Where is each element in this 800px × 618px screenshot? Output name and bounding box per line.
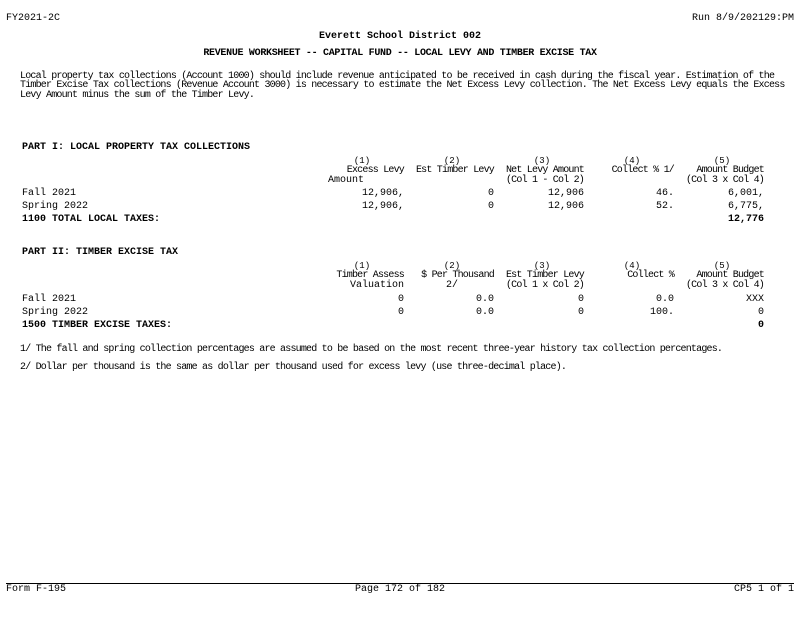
- p2-total-label: 1500 TIMBER EXCISE TAXES:: [22, 320, 173, 331]
- p1-colhead-5: Amount Budget: [696, 165, 764, 176]
- p2-colhead2-3: (Col 1 x Col 2): [505, 280, 584, 291]
- p1-colhead2-1: Amount: [327, 175, 364, 186]
- p2-colhead-4: Collect %: [627, 270, 674, 281]
- page-title: REVENUE WORKSHEET -- CAPITAL FUND -- LOCAL LEVY AND TIMBER EXCISE TAX: [203, 48, 597, 59]
- part-2-title: PART II: TIMBER EXCISE TAX: [22, 247, 179, 258]
- p1-row-excess-levy: 12,906,: [361, 188, 404, 199]
- intro-line-2: Timber Excise Tax collections (Revenue Account 3000) is necessary to estimate the Net Excess Levy collection. The Net Excess Levy equals the Excess: [20, 80, 785, 91]
- p1-row-amount-budget: 6,775,: [727, 201, 764, 212]
- page-number: Page 172 of 182: [354, 584, 445, 595]
- p1-colhead-1: Excess Levy: [346, 165, 404, 176]
- district-name: Everett School District 002: [318, 31, 482, 42]
- p2-colnum-2: (2): [443, 261, 461, 271]
- p2-total-value: 0: [757, 320, 764, 331]
- p2-row-label: Spring 2022: [22, 307, 89, 318]
- intro-line-1: Local property tax collections (Account 1000) should include revenue anticipated to be received in cash during the fiscal year. Estimation of the: [20, 71, 775, 82]
- p1-colhead2-5: (Col 3 x Col 4): [685, 175, 764, 186]
- p2-colhead-2: $ Per Thousand: [421, 270, 494, 281]
- p1-colhead-4: Collect % 1/: [611, 165, 674, 176]
- p2-colhead2-2: 2/: [445, 280, 458, 291]
- form-code: CP5 1 of 1: [733, 584, 794, 595]
- p2-colhead-5: Amount Budget: [696, 270, 764, 281]
- p1-total-label: 1100 TOTAL LOCAL TAXES:: [22, 214, 161, 225]
- p1-colnum-1: (1): [353, 156, 371, 166]
- p2-colnum-1: (1): [353, 261, 371, 271]
- p2-colnum-4: (4): [623, 261, 641, 271]
- p1-colhead2-3: (Col 1 - Col 2): [505, 175, 584, 186]
- p2-row-valuation: 0: [397, 307, 404, 318]
- p1-row-collect-pct: 52.: [655, 201, 674, 212]
- p2-colhead-3: Est Timber Levy: [505, 270, 584, 281]
- intro-line-3: Levy Amount minus the sum of the Timber Levy.: [20, 90, 255, 101]
- p2-row-per-thousand: 0.0: [475, 294, 494, 305]
- p2-row-label: Fall 2021: [22, 294, 77, 305]
- p1-row-net-levy: 12,906: [547, 201, 584, 212]
- p2-colnum-5: (5): [713, 261, 731, 271]
- run-date-label: Run 8/9/202129:PM: [691, 13, 794, 24]
- part-1-title: PART I: LOCAL PROPERTY TAX COLLECTIONS: [22, 142, 251, 153]
- p1-row-timber-levy: 0: [487, 188, 494, 199]
- p1-row-timber-levy: 0: [487, 201, 494, 212]
- p2-colhead2-1: Valuation: [349, 280, 404, 291]
- p2-row-timber-levy: 0: [577, 307, 584, 318]
- p1-colhead-3: Net Levy Amount: [505, 165, 584, 176]
- p1-row-collect-pct: 46.: [655, 188, 674, 199]
- p2-row-valuation: 0: [397, 294, 404, 305]
- footnote-1: 1/ The fall and spring collection percentages are assumed to be based on the most recent three-year history tax collection percentages.: [20, 344, 723, 355]
- p2-row-amount-budget: 0: [757, 307, 764, 318]
- form-number: Form F-195: [6, 584, 67, 595]
- footnote-2: 2/ Dollar per thousand is the same as dollar per thousand used for excess levy (use three-decimal place).: [20, 362, 567, 373]
- p1-colnum-4: (4): [623, 156, 641, 166]
- p1-row-label: Fall 2021: [22, 188, 77, 199]
- p2-colhead-1: Timber Assess: [336, 270, 404, 281]
- p1-row-amount-budget: 6,001,: [727, 188, 764, 199]
- p1-total-value: 12,776: [727, 214, 764, 225]
- p1-colhead-2: Est Timber Levy: [415, 165, 494, 176]
- p2-colhead2-5: (Col 3 x Col 4): [685, 280, 764, 291]
- p1-row-net-levy: 12,906: [547, 188, 584, 199]
- p2-row-per-thousand: 0.0: [475, 307, 494, 318]
- p2-row-collect-pct: 100.: [649, 307, 674, 318]
- p1-row-label: Spring 2022: [22, 201, 89, 212]
- p2-row-amount-budget: XXX: [745, 294, 764, 305]
- p2-row-timber-levy: 0: [577, 294, 584, 305]
- p1-colnum-2: (2): [443, 156, 461, 166]
- p2-colnum-3: (3): [533, 261, 551, 271]
- p1-colnum-3: (3): [533, 156, 551, 166]
- p1-colnum-5: (5): [713, 156, 731, 166]
- p1-row-excess-levy: 12,906,: [361, 201, 404, 212]
- p2-row-collect-pct: 0.0: [655, 294, 674, 305]
- fiscal-year-label: FY2021-2C: [6, 13, 61, 24]
